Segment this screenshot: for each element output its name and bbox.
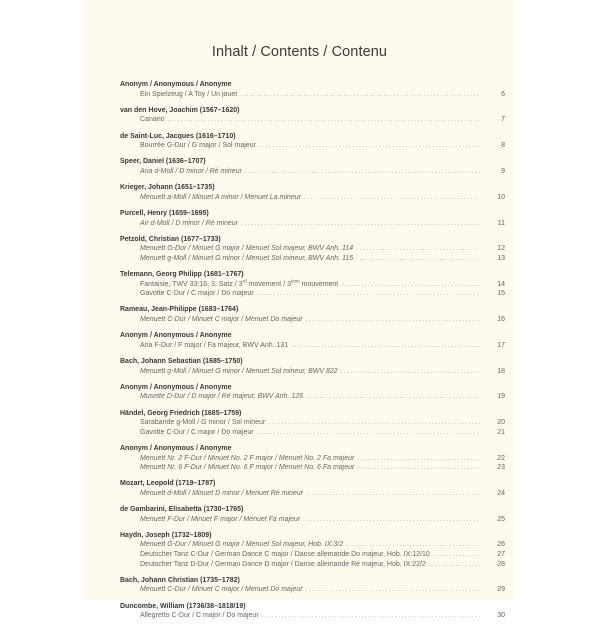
- toc-entry: [120, 585, 505, 595]
- composer-heading: Anonym / Anonymous / Anonyme: [120, 383, 232, 391]
- page-number: 18: [497, 367, 505, 375]
- toc-entry: [120, 254, 505, 264]
- composer-heading: Händel, Georg Friedrich (1685–1759): [120, 409, 242, 417]
- table-of-contents: [120, 80, 505, 627]
- dot-leader: [257, 429, 480, 439]
- toc-entry: [120, 367, 505, 377]
- toc-entry: [120, 392, 505, 402]
- dot-leader: [357, 464, 480, 474]
- composer-heading: Speer, Daniel (1636–1707): [120, 158, 206, 166]
- entry-title: Menuett a-Moll / Minuet A minor / Menuet La mineur: [140, 193, 301, 201]
- entry-title: Sarabande g-Moll / G minor / Sol mineur: [140, 419, 266, 427]
- composer-heading: Anonym / Anonymous / Anonyme: [120, 444, 232, 452]
- dot-leader: [306, 586, 480, 596]
- page-number: 9: [501, 167, 505, 175]
- page-number: 26: [497, 541, 505, 549]
- composer-heading: Krieger, Johann (1651–1735): [120, 184, 215, 192]
- entry-title: Air d-Moll / D minor / Ré mineur: [140, 219, 239, 227]
- page-number: 6: [501, 90, 505, 98]
- dot-leader: [356, 255, 480, 265]
- composer-heading: Duncombe, William (1736/38–1818/19): [120, 602, 246, 610]
- entry-title: Menuett C-Dur / Minuet C major / Menuet Do majeur: [140, 586, 303, 594]
- page-number: 14: [497, 280, 505, 288]
- document-page: [83, 0, 516, 620]
- toc-entry: [120, 540, 505, 550]
- toc-entry: [120, 489, 505, 499]
- toc-entry: [120, 141, 505, 151]
- composer-group: [120, 80, 505, 99]
- dot-leader: [356, 245, 480, 255]
- toc-entry: [120, 115, 505, 125]
- entry-title: Menuett d-Moll / Minuet D minor / Menuet Ré mineur: [140, 489, 304, 497]
- toc-entry: [120, 289, 505, 299]
- composer-group: [120, 383, 505, 402]
- page-number: 10: [497, 193, 505, 201]
- composer-group: [120, 132, 505, 151]
- toc-entry: [120, 244, 505, 254]
- entry-title: Menuett g-Moll / Minuet G minor / Menuet Sol mineur, BWV 822: [140, 367, 338, 375]
- dot-leader: [240, 91, 480, 101]
- toc-entry: [120, 515, 505, 525]
- dot-leader: [341, 281, 480, 291]
- page-number: 12: [497, 245, 505, 253]
- dot-leader: [245, 168, 480, 178]
- page-number: 30: [497, 612, 505, 620]
- composer-group: [120, 479, 505, 498]
- toc-entry: [120, 550, 505, 560]
- toc-entry: [120, 315, 505, 325]
- dot-leader: [268, 419, 480, 429]
- toc-entry: [120, 418, 505, 428]
- page-number: 24: [497, 489, 505, 497]
- toc-entry: [120, 611, 505, 621]
- entry-title: Bourrée G-Dur / G major / Sol majeur: [140, 142, 256, 150]
- page-number: 25: [497, 515, 505, 523]
- toc-entry: [120, 193, 505, 203]
- toc-entry: [120, 341, 505, 351]
- composer-heading: van den Hove, Joachim (1567–1620): [120, 106, 240, 114]
- dot-leader: [429, 561, 480, 571]
- entry-title: Gavotte C-Dur / C major / Do majeur: [140, 428, 254, 436]
- composer-heading: Telemann, Georg Philipp (1681–1767): [120, 271, 244, 279]
- toc-entry: [120, 167, 505, 177]
- entry-title: Menuett g-Moll / Minuet G minor / Menuet Sol mineur, BWV Anh. 115: [140, 254, 354, 262]
- composer-group: [120, 357, 505, 376]
- composer-group: [120, 409, 505, 438]
- entry-title: Aria F-Dur / F major / Fa majeur, BWV Anh. 131: [140, 341, 289, 349]
- dot-leader: [259, 142, 480, 152]
- entry-title: Ein Spielzeug / A Toy / Un jouet: [140, 90, 238, 98]
- composer-heading: Anonym / Anonymous / Anonyme: [120, 332, 232, 340]
- page-title: Inhalt / Contents / Contenu: [211, 44, 388, 60]
- composer-group: [120, 444, 505, 473]
- composer-group: [120, 505, 505, 524]
- composer-heading: Anonym / Anonymous / Anonyme: [120, 81, 232, 88]
- toc-entry: [120, 454, 505, 464]
- entry-title: Aria d-Moll / D minor / Ré mineur: [140, 167, 242, 175]
- dot-leader: [303, 516, 480, 526]
- composer-group: [120, 602, 505, 621]
- toc-entry: [120, 219, 505, 229]
- dot-leader: [262, 612, 480, 622]
- dot-leader: [357, 455, 480, 465]
- composer-heading: de Gambarini, Elisabetta (1730–1765): [120, 506, 244, 514]
- dot-leader: [168, 116, 480, 126]
- composer-group: [120, 305, 505, 324]
- composer-group: [120, 209, 505, 228]
- page-number: 20: [497, 419, 505, 427]
- page-number: 22: [497, 454, 505, 462]
- page-number: 11: [497, 219, 505, 227]
- toc-entry: [120, 90, 505, 100]
- page-number: 29: [497, 586, 505, 594]
- toc-entry: [120, 428, 505, 438]
- dot-leader: [257, 290, 480, 300]
- composer-group: [120, 106, 505, 125]
- entry-title: Menuett G-Dur / Minuet G major / Menuet Sol majeur, BWV Anh. 114: [140, 245, 354, 253]
- entry-title: Canario: [140, 116, 165, 124]
- entry-title: Allegretto C-Dur / C major / Do majeur: [140, 612, 259, 620]
- entry-title: Menuett Nr. 6 F-Dur / Minuet No. 6 F major / Menuet No. 6 Fa majeur: [140, 464, 355, 472]
- composer-group: [120, 183, 505, 202]
- page-number: 27: [497, 551, 505, 559]
- page-number: 13: [497, 254, 505, 262]
- page-number: 19: [497, 393, 505, 401]
- page-number: 28: [497, 560, 505, 568]
- composer-group: [120, 531, 505, 569]
- entry-title: Menuett F-Dur / Minuet F major / Menuet Fa majeur: [140, 515, 301, 523]
- dot-leader: [433, 551, 480, 561]
- page-number: 15: [497, 290, 505, 298]
- dot-leader: [306, 490, 480, 500]
- composer-group: [120, 331, 505, 350]
- entry-title: Gavotte C-Dur / C major / Do majeur: [140, 290, 254, 298]
- page-number: 16: [497, 316, 505, 324]
- toc-entry: [120, 463, 505, 473]
- entry-title: Deutscher Tanz C-Dur / German Dance C major / Danse allemande Do majeur, Hob. IX:12/10: [140, 551, 430, 559]
- composer-group: [120, 157, 505, 176]
- dot-leader: [241, 220, 480, 230]
- toc-entry: [120, 280, 505, 290]
- composer-heading: Bach, Johann Sebastian (1685–1750): [120, 358, 243, 365]
- composer-heading: Haydn, Joseph (1732–1809): [120, 531, 212, 539]
- dot-leader: [341, 368, 480, 378]
- composer-heading: Petzold, Christian (1677–1733): [120, 235, 221, 243]
- dot-leader: [306, 393, 480, 403]
- entry-title: Menuett C-Dur / Minuet C major / Menuet Do majeur: [140, 316, 303, 324]
- entry-title: Fantaisie, TWV 33:16, 3. Satz / 3rd movement / 3ème mouvement: [140, 278, 339, 288]
- page-number: 23: [497, 464, 505, 472]
- composer-group: [120, 576, 505, 595]
- composer-heading: Rameau, Jean-Philippe (1683–1764): [120, 306, 239, 314]
- entry-title: Menuett G-Dur / Minuet G major / Menuet Sol majeur, Hob. IX:3/2: [140, 541, 344, 549]
- page-number: 17: [497, 341, 505, 349]
- composer-group: [120, 235, 505, 264]
- entry-title: Menuett Nr. 2 F-Dur / Minuet No. 2 F major / Menuet No. 2 Fa majeur: [140, 454, 355, 462]
- composer-heading: Purcell, Henry (1659–1695): [120, 209, 209, 217]
- page-number: 21: [497, 428, 505, 436]
- composer-group: [120, 270, 505, 299]
- composer-heading: de Saint-Luc, Jacques (1616–1710): [120, 132, 236, 140]
- page-number: 7: [501, 116, 505, 124]
- dot-leader: [291, 342, 480, 352]
- page-number: 8: [501, 142, 505, 150]
- entry-title: Musette D-Dur / D major / Ré majeur, BWV Anh. 126: [140, 393, 304, 401]
- entry-title: Deutscher Tanz D-Dur / German Dance D major / Danse allemande Ré majeur, Hob. IX:22/2: [140, 560, 426, 568]
- composer-heading: Mozart, Leopold (1719–1787): [120, 480, 216, 488]
- toc-entry: [120, 560, 505, 570]
- dot-leader: [306, 316, 480, 326]
- dot-leader: [304, 194, 480, 204]
- composer-heading: Bach, Johann Christian (1735–1782): [120, 576, 240, 584]
